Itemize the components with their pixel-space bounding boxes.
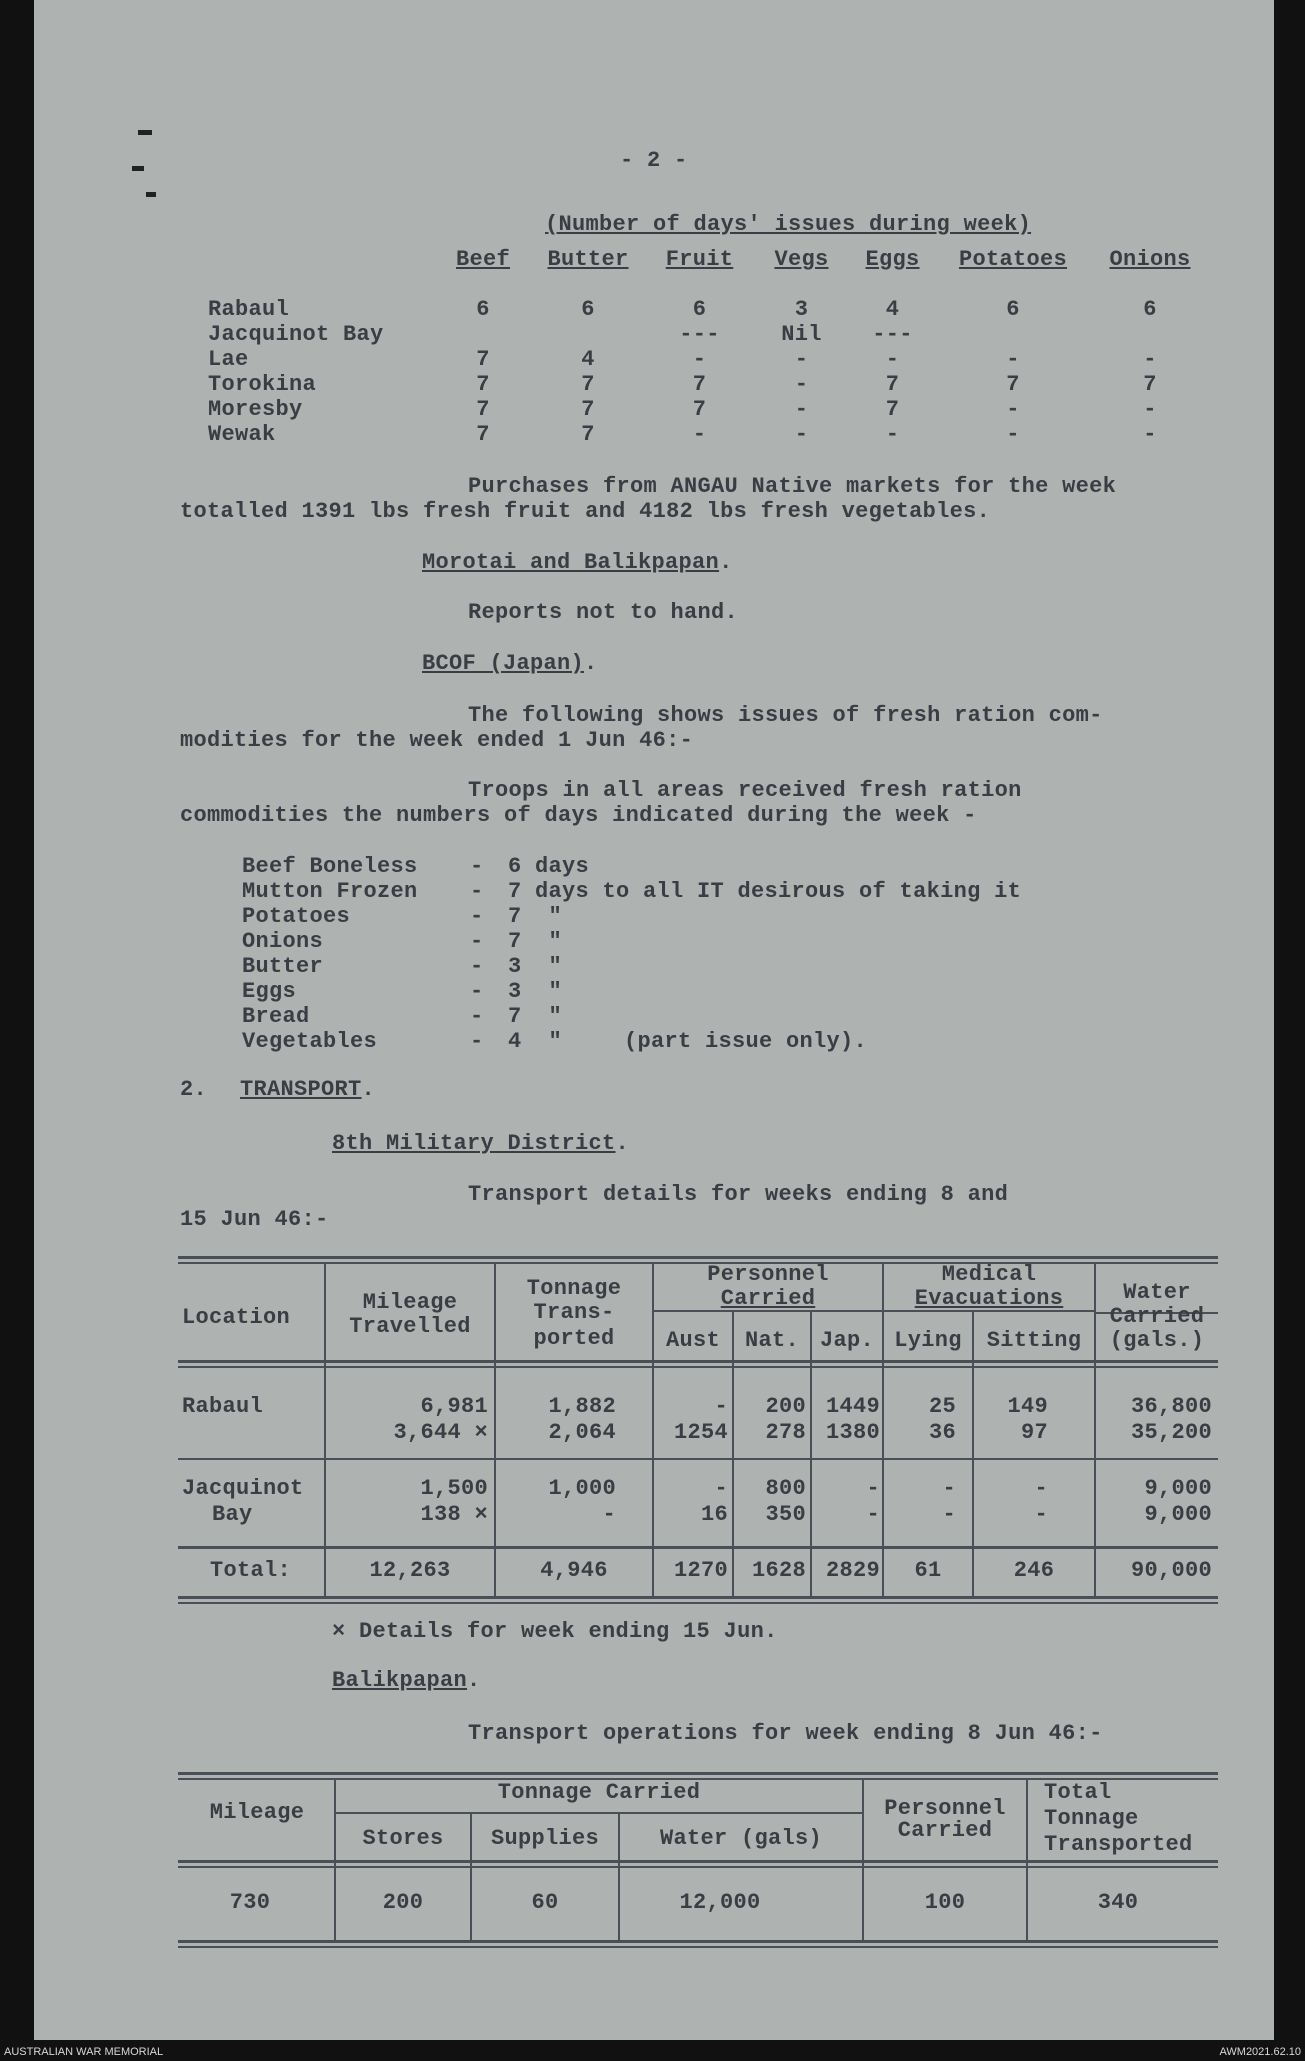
- ration-cell: Nil: [781, 322, 822, 347]
- ration-cell: -: [1143, 422, 1157, 447]
- th-jap: Jap.: [819, 1328, 874, 1353]
- transport-cell-sitting: -: [1034, 1476, 1048, 1501]
- footer-right: AWM2021.62.10: [1219, 2046, 1301, 2058]
- bcof-item-name: Butter: [242, 954, 324, 979]
- bcof-item-qty: 7 ": [508, 904, 563, 929]
- rations-caption: (Number of days' issues during week): [545, 212, 1032, 237]
- transport-intro-line1: Transport details for weeks ending 8 and: [468, 1182, 1009, 1207]
- bcof-item-name: Onions: [242, 929, 324, 954]
- ration-cell: 7: [885, 397, 900, 422]
- bcof-item-dash: -: [470, 929, 484, 954]
- th-tonnage-3: ported: [533, 1326, 615, 1351]
- ration-row-location: Lae: [208, 347, 249, 372]
- bcof-p1-line2: modities for the week ended 1 Jun 46:-: [180, 728, 694, 753]
- col-vegs: Vegs: [774, 247, 829, 272]
- table-rule: [178, 1546, 1218, 1549]
- bcof-item-qty: 6 days: [508, 854, 590, 879]
- table-rule: [178, 1602, 1218, 1604]
- bth-supplies: Supplies: [490, 1826, 600, 1851]
- total-label: Total:: [210, 1558, 292, 1583]
- ration-cell: -: [1006, 397, 1020, 422]
- transport-cell-sitting: 149: [1007, 1394, 1048, 1419]
- transport-cell-lying: -: [942, 1476, 956, 1501]
- ration-cell: -: [692, 422, 707, 447]
- transport-intro-line2: 15 Jun 46:-: [180, 1207, 329, 1232]
- bth-stores: Stores: [362, 1826, 444, 1851]
- bth-total-1: Total: [1044, 1780, 1112, 1805]
- ration-cell: 6: [1006, 297, 1020, 322]
- transport-heading-wrap: [240, 1077, 375, 1103]
- bcof-item-qty: 7 days to all IT desirous of taking it: [508, 879, 1022, 904]
- transport-cell-aust: -: [714, 1476, 728, 1501]
- th-water-1: Water: [1123, 1280, 1191, 1305]
- bcof-item-qty: 4 ": [508, 1029, 563, 1054]
- transport-cell-tonnage: 1,000: [548, 1476, 616, 1501]
- ration-cell: -: [794, 422, 809, 447]
- total-sitting: 246: [1013, 1558, 1055, 1583]
- balikpapan-heading: Balikpapan: [332, 1668, 468, 1693]
- ration-cell: -: [885, 422, 900, 447]
- bcof-p1-line1: The following shows issues of fresh ration com-: [468, 703, 1103, 728]
- ration-cell: ---: [872, 322, 913, 347]
- transport-heading: TRANSPORT: [240, 1077, 362, 1102]
- transport-cell-water: 9,000: [1144, 1502, 1212, 1527]
- transport-cell-aust: 1254: [673, 1420, 728, 1445]
- ration-cell: -: [794, 347, 809, 372]
- col-fruit: Fruit: [665, 247, 734, 272]
- th-tonnage-2: Trans-: [533, 1300, 615, 1325]
- col-butter: Butter: [547, 247, 629, 272]
- th-personnel-1: Personnel: [707, 1262, 829, 1287]
- bcof-heading-end: .: [584, 651, 598, 676]
- transport-cell-mileage: 1,500: [420, 1476, 488, 1501]
- ration-cell: 7: [885, 372, 900, 397]
- table-rule: [178, 1256, 1218, 1259]
- bcof-item-name: Eggs: [242, 979, 297, 1004]
- transport-cell-sitting: -: [1034, 1502, 1048, 1527]
- morotai-heading-end: .: [719, 550, 733, 575]
- transport-cell-sitting: 97: [1020, 1420, 1048, 1445]
- ration-cell: -: [794, 372, 809, 397]
- ration-cell: 3: [794, 297, 809, 322]
- bcof-item-qty: 7 ": [508, 929, 563, 954]
- punch-mark: [146, 192, 156, 197]
- ration-cell: -: [794, 397, 809, 422]
- transport-cell-tonnage: -: [602, 1502, 616, 1527]
- ration-cell: 7: [476, 347, 490, 372]
- transport-cell-mileage: 138 ×: [420, 1502, 488, 1527]
- balikpapan-heading-wrap: [332, 1668, 481, 1694]
- ration-cell: -: [692, 347, 707, 372]
- col-onions: Onions: [1109, 247, 1191, 272]
- bth-personnel-2: Carried: [897, 1818, 993, 1843]
- bcof-item-name: Potatoes: [242, 904, 351, 929]
- ration-cell: 7: [476, 397, 490, 422]
- district-heading-wrap: [332, 1131, 629, 1157]
- bth-water: Water (gals): [659, 1826, 823, 1851]
- bcof-item-name: Beef Boneless: [242, 854, 418, 879]
- transport-cell-nat: 800: [765, 1476, 806, 1501]
- ration-cell: 7: [476, 372, 490, 397]
- ration-cell: 6: [476, 297, 490, 322]
- th-sitting: Sitting: [986, 1328, 1082, 1353]
- ration-cell: -: [1006, 347, 1020, 372]
- ration-cell: 6: [1143, 297, 1157, 322]
- th-mileage-2: Travelled: [349, 1314, 471, 1339]
- bth-tonnage: Tonnage Carried: [497, 1780, 701, 1805]
- th-nat: Nat.: [744, 1328, 799, 1353]
- transport-cell-lying: 36: [928, 1420, 956, 1445]
- bth-personnel-1: Personnel: [884, 1796, 1006, 1821]
- transport-cell-mileage: 3,644 ×: [393, 1420, 488, 1445]
- ration-cell: 7: [476, 422, 490, 447]
- bcof-item-dash: -: [470, 1004, 484, 1029]
- transport-cell-lying: 25: [928, 1394, 956, 1419]
- col-beef: Beef: [455, 247, 510, 272]
- footer-left: AUSTRALIAN WAR MEMORIAL: [4, 2046, 164, 2058]
- bcell-mileage: 730: [229, 1890, 271, 1915]
- th-medical-2: Evacuations: [914, 1286, 1064, 1311]
- bcof-heading: BCOF (Japan): [422, 651, 585, 676]
- district-heading-end: .: [615, 1131, 630, 1156]
- table-rule: [178, 1366, 1218, 1368]
- transport-cell-water: 9,000: [1144, 1476, 1212, 1501]
- th-mileage-1: Mileage: [362, 1290, 458, 1315]
- ration-cell: 7: [692, 372, 707, 397]
- bcof-item-dash: -: [470, 879, 484, 904]
- ration-row-location: Moresby: [208, 397, 303, 422]
- transport-heading-end: .: [361, 1077, 376, 1102]
- total-jap: 2829: [825, 1558, 880, 1583]
- bcof-item-note: (part issue only).: [624, 1029, 868, 1054]
- punch-mark: [138, 130, 152, 135]
- bcof-item-name: Mutton Frozen: [242, 879, 418, 904]
- transport-cell-loc: Jacquinot: [182, 1476, 304, 1501]
- total-nat: 1628: [751, 1558, 806, 1583]
- th-water-2: Carried: [1109, 1304, 1205, 1329]
- transport-footnote: × Details for week ending 15 Jun.: [332, 1619, 778, 1644]
- transport-cell-water: 36,800: [1130, 1394, 1212, 1419]
- bcell-stores: 200: [382, 1890, 424, 1915]
- bcof-item-dash: -: [470, 854, 484, 879]
- bcof-heading-wrap: [422, 651, 598, 677]
- ration-cell: 6: [692, 297, 707, 322]
- table-rule: [178, 1946, 1218, 1948]
- transport-cell-aust: -: [714, 1394, 728, 1419]
- total-tonnage: 4,946: [540, 1558, 608, 1583]
- table-rule: [178, 1596, 1218, 1599]
- transport-cell-water: 35,200: [1130, 1420, 1212, 1445]
- bcell-supplies: 60: [531, 1890, 559, 1915]
- transport-cell-loc: Bay: [212, 1502, 253, 1527]
- bth-total-3: Transported: [1044, 1832, 1193, 1857]
- th-lying: Lying: [894, 1328, 962, 1353]
- ration-cell: 7: [1006, 372, 1020, 397]
- ration-row-location: Rabaul: [208, 297, 290, 322]
- transport-cell-mileage: 6,981: [420, 1394, 488, 1419]
- bcof-item-name: Bread: [242, 1004, 310, 1029]
- bcof-p2-line2: commodities the numbers of days indicated during the week -: [180, 803, 977, 828]
- bcof-item-qty: 7 ": [508, 1004, 563, 1029]
- transport-cell-lying: -: [942, 1502, 956, 1527]
- ration-cell: ---: [679, 322, 720, 347]
- th-personnel-2: Carried: [720, 1286, 816, 1311]
- district-heading: 8th Military District: [332, 1131, 616, 1156]
- total-mileage: 12,263: [369, 1558, 451, 1583]
- bcell-total: 340: [1097, 1890, 1139, 1915]
- transport-cell-nat: 278: [765, 1420, 806, 1445]
- ration-cell: 7: [581, 422, 595, 447]
- ration-cell: 7: [1143, 372, 1157, 397]
- ration-cell: 7: [581, 397, 595, 422]
- transport-cell-nat: 200: [765, 1394, 806, 1419]
- ration-cell: 7: [581, 372, 595, 397]
- ration-cell: 4: [885, 297, 900, 322]
- ration-cell: 4: [581, 347, 595, 372]
- transport-cell-jap: 1380: [825, 1420, 880, 1445]
- bcof-item-qty: 3 ": [508, 954, 563, 979]
- ration-cell: 7: [692, 397, 707, 422]
- bth-mileage: Mileage: [209, 1800, 305, 1825]
- table-rule: [178, 1772, 1218, 1775]
- table-vrule: [1026, 1778, 1028, 1942]
- th-water-3: (gals.): [1109, 1328, 1205, 1353]
- th-medical-1: Medical: [941, 1262, 1037, 1287]
- bth-total-2: Tonnage: [1044, 1806, 1139, 1831]
- punch-mark: [132, 166, 144, 171]
- morotai-heading-wrap: [422, 550, 733, 576]
- ration-cell: -: [1143, 347, 1157, 372]
- th-aust: Aust: [665, 1328, 720, 1353]
- ration-cell: 6: [581, 297, 595, 322]
- bcof-item-name: Vegetables: [242, 1029, 378, 1054]
- total-lying: 61: [914, 1558, 942, 1583]
- table-rule: [178, 1360, 1218, 1363]
- bcof-p2-line1: Troops in all areas received fresh ration: [468, 778, 1022, 803]
- angau-line1: Purchases from ANGAU Native markets for the week: [468, 474, 1117, 499]
- transport-cell-aust: 16: [700, 1502, 728, 1527]
- bcof-item-dash: -: [470, 954, 484, 979]
- ration-cell: -: [1143, 397, 1157, 422]
- ration-row-location: Torokina: [208, 372, 317, 397]
- transport-cell-nat: 350: [765, 1502, 806, 1527]
- bcof-item-qty: 3 ": [508, 979, 563, 1004]
- morotai-heading: Morotai and Balikpapan: [422, 550, 720, 575]
- col-eggs: Eggs: [865, 247, 920, 272]
- transport-cell-jap: 1449: [825, 1394, 880, 1419]
- ration-cell: -: [885, 347, 900, 372]
- page-number: - 2 -: [620, 148, 688, 173]
- transport-number: 2.: [180, 1077, 208, 1102]
- table-rule: [334, 1812, 862, 1814]
- th-tonnage-1: Tonnage: [526, 1276, 622, 1301]
- bcof-item-dash: -: [470, 979, 484, 1004]
- ration-row-location: Wewak: [208, 422, 276, 447]
- transport-cell-loc: Rabaul: [182, 1394, 264, 1419]
- balikpapan-intro: Transport operations for week ending 8 Jun 46:-: [468, 1721, 1103, 1746]
- bcof-item-dash: -: [470, 1029, 484, 1054]
- ration-row-location: Jacquinot Bay: [208, 322, 384, 347]
- morotai-text: Reports not to hand.: [468, 600, 739, 625]
- transport-cell-tonnage: 1,882: [548, 1394, 616, 1419]
- transport-cell-tonnage: 2,064: [548, 1420, 616, 1445]
- ration-cell: -: [1006, 422, 1020, 447]
- th-location: Location: [182, 1305, 291, 1330]
- bcof-item-dash: -: [470, 904, 484, 929]
- balikpapan-heading-end: .: [467, 1668, 481, 1693]
- transport-cell-jap: -: [866, 1476, 880, 1501]
- bcell-personnel: 100: [924, 1890, 966, 1915]
- total-water: 90,000: [1130, 1558, 1212, 1583]
- table-rule: [178, 1458, 1218, 1460]
- col-potatoes: Potatoes: [958, 247, 1068, 272]
- angau-line2: totalled 1391 lbs fresh fruit and 4182 lbs fresh vegetables.: [180, 499, 991, 524]
- bcell-water: 12,000: [679, 1890, 761, 1915]
- transport-cell-jap: -: [866, 1502, 880, 1527]
- total-aust: 1270: [673, 1558, 728, 1583]
